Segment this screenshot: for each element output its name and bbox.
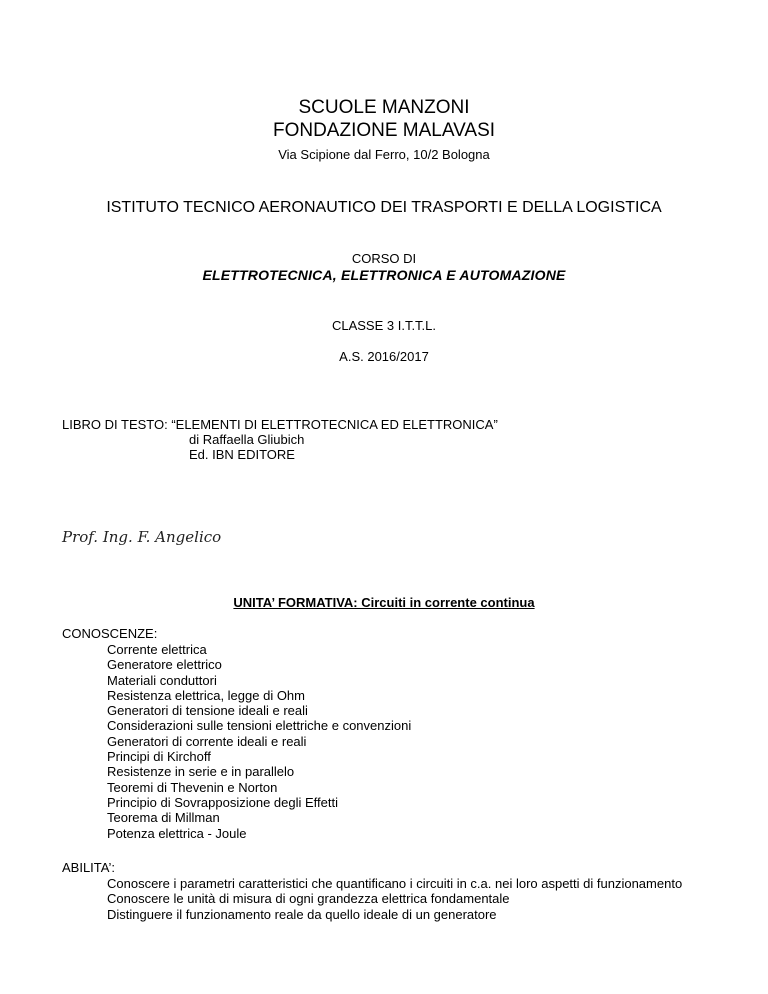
school-address: Via Scipione dal Ferro, 10/2 Bologna xyxy=(278,147,490,162)
abilita-label: ABILITA’: xyxy=(62,860,115,875)
list-item: Materiali conduttori xyxy=(107,672,217,688)
textbook-author: di Raffaella Gliubich xyxy=(189,432,305,447)
course-intro: CORSO DI xyxy=(351,251,417,266)
foundation-name: FONDAZIONE MALAVASI xyxy=(272,120,496,141)
list-item: Distinguere il funzionamento reale da quello ideale di un generatore xyxy=(107,906,497,922)
school-year: A.S. 2016/2017 xyxy=(339,349,429,364)
list-item: Resistenza elettrica, legge di Ohm xyxy=(107,687,305,703)
school-name: SCUOLE MANZONI xyxy=(298,97,470,118)
list-item: Conoscere le unità di misura di ogni grandezza elettrica fondamentale xyxy=(107,891,510,907)
list-item: Teoremi di Thevenin e Norton xyxy=(107,779,278,795)
professor-name: Prof. Ing. F. Angelico xyxy=(62,528,222,546)
textbook-title: LIBRO DI TESTO: “ELEMENTI DI ELETTROTECNICA ED ELETTRONICA” xyxy=(62,417,498,432)
list-item: Conoscere i parametri caratteristici che quantificano i circuiti in c.a. nei loro aspetti di funzionamento xyxy=(107,876,683,891)
list-item: Generatore elettrico xyxy=(107,657,222,673)
class-label: CLASSE 3 I.T.T.L. xyxy=(331,318,437,333)
conoscenze-label: CONOSCENZE: xyxy=(62,626,158,641)
institute-name: ISTITUTO TECNICO AERONAUTICO DEI TRASPORTI E DELLA LOGISTICA xyxy=(106,199,662,216)
unit-title: UNITA’ FORMATIVA: Circuiti in corrente continua xyxy=(233,595,535,610)
list-item: Generatori di tensione ideali e reali xyxy=(107,703,308,719)
list-item: Teorema di Millman xyxy=(107,810,220,826)
textbook-publisher: Ed. IBN EDITORE xyxy=(189,447,295,462)
list-item: Resistenze in serie e in parallelo xyxy=(107,764,295,780)
list-item: Corrente elettrica xyxy=(107,642,207,657)
list-item: Principio di Sovrapposizione degli Effetti xyxy=(107,794,339,810)
list-item: Principi di Kirchoff xyxy=(107,749,211,765)
conoscenze-list xyxy=(107,642,411,841)
list-item: Generatori di corrente ideali e reali xyxy=(107,733,307,749)
list-item: Considerazioni sulle tensioni elettriche e convenzioni xyxy=(107,718,412,734)
course-title: ELETTROTECNICA, ELETTRONICA E AUTOMAZIONE xyxy=(202,267,566,283)
abilita-list xyxy=(107,876,707,922)
list-item: Potenza elettrica - Joule xyxy=(107,825,247,841)
